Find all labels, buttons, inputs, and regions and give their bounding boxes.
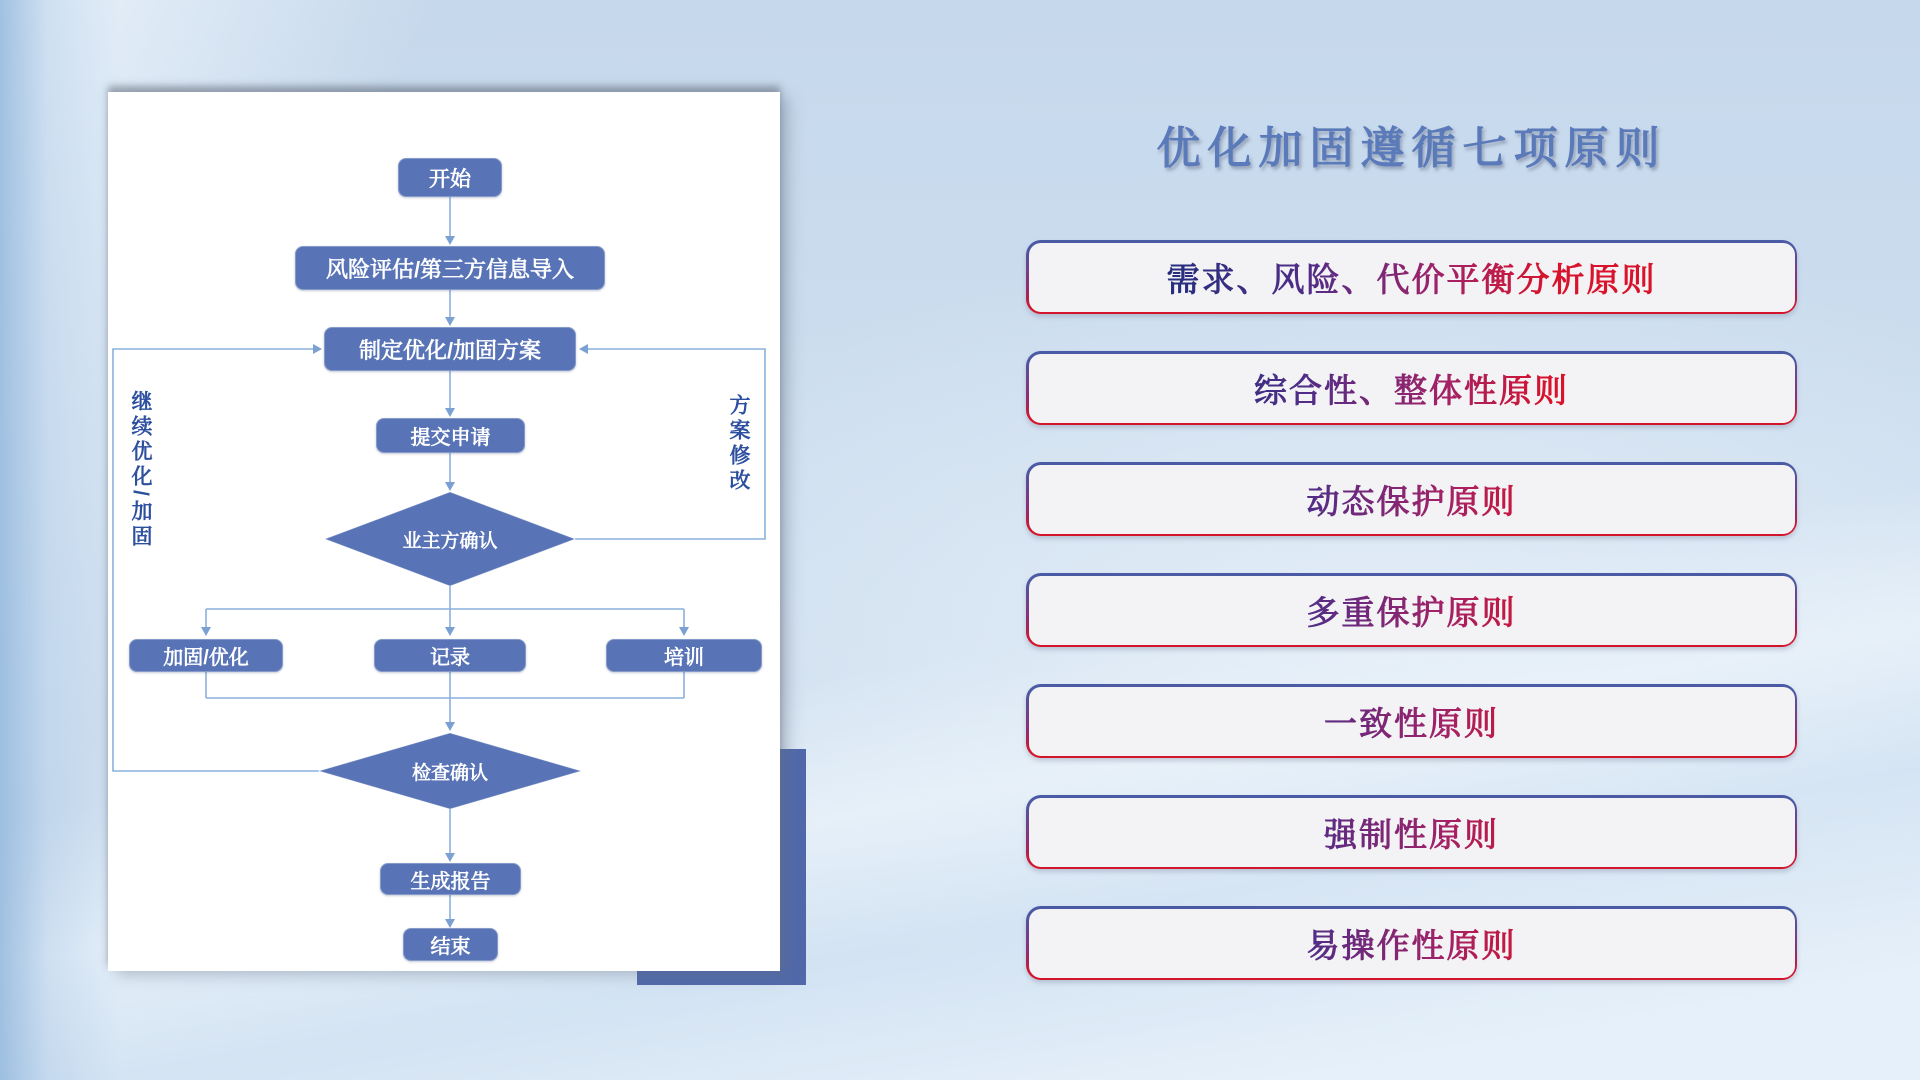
principle-text: 强制性原则 <box>1029 809 1795 856</box>
node-generate-report: 生成报告 <box>380 863 521 895</box>
node-record: 记录 <box>374 639 526 672</box>
node-start: 开始 <box>398 158 502 197</box>
principle-item <box>1026 462 1797 536</box>
node-harden-optimize: 加固/优化 <box>129 639 283 672</box>
principle-text: 一致性原则 <box>1029 698 1795 745</box>
principle-text: 需求、风险、代价平衡分析原则 <box>1029 254 1795 301</box>
node-submit-application: 提交申请 <box>376 418 525 453</box>
principle-list <box>1026 240 1797 980</box>
principle-text: 动态保护原则 <box>1029 476 1795 523</box>
loop-label-plan-revision: 方案修改 <box>727 394 750 494</box>
principle-item <box>1026 795 1797 869</box>
principle-item <box>1026 351 1797 425</box>
principle-item <box>1026 240 1797 314</box>
principle-text: 易操作性原则 <box>1029 920 1795 967</box>
principle-text: 综合性、整体性原则 <box>1029 365 1795 412</box>
principle-text: 多重保护原则 <box>1029 587 1795 634</box>
flowchart-card <box>108 92 780 971</box>
principle-item <box>1026 906 1797 980</box>
node-check-confirm-label: 检查确认 <box>411 762 488 784</box>
node-end: 结束 <box>403 928 498 961</box>
loop-label-continue-optimize: 继续优化/加固 <box>129 390 152 550</box>
node-risk-assessment: 风险评估/第三方信息导入 <box>295 246 605 290</box>
node-owner-confirm-label: 业主方确认 <box>402 530 498 552</box>
page-title: 优化加固遵循七项原则 <box>1156 124 1667 173</box>
node-make-plan: 制定优化/加固方案 <box>324 327 576 371</box>
principle-item <box>1026 573 1797 647</box>
node-training: 培训 <box>606 639 762 672</box>
principle-item <box>1026 684 1797 758</box>
